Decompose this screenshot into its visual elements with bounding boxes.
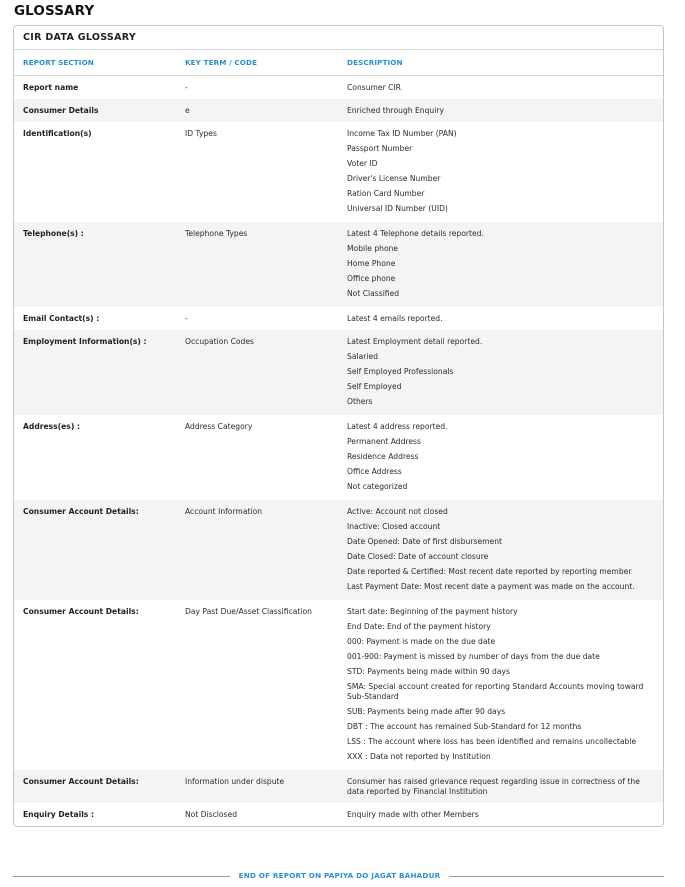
- description-line: LSS : The account where loss has been identified and remains uncollectable: [347, 737, 637, 746]
- column-header-description: DESCRIPTION: [347, 58, 403, 67]
- row-key-term: e: [185, 106, 190, 115]
- report-footer: [13, 871, 664, 880]
- description-line: Mobile phone: [347, 244, 399, 253]
- description-line: Not Classified: [347, 289, 400, 298]
- footer-text: END OF REPORT ON PAPIYA DO JAGAT BAHADUR: [238, 871, 441, 880]
- row-description: [347, 507, 659, 597]
- description-line: SMA: Special account created for reporting Standard Accounts moving toward Sub-Standard: [347, 682, 644, 701]
- row-description: [347, 810, 659, 825]
- description-line: Driver's License Number: [347, 174, 441, 183]
- row-key-term: Address Category: [185, 422, 253, 431]
- column-header-section: REPORT SECTION: [23, 58, 94, 67]
- row-key-term: Account Information: [185, 507, 263, 516]
- table-row: [14, 99, 663, 122]
- row-description: [347, 129, 659, 219]
- description-line: Date reported & Certified: Most recent date reported by reporting member: [347, 567, 632, 576]
- table-row: [14, 770, 663, 803]
- row-description: [347, 422, 659, 497]
- description-line: 001-900: Payment is missed by number of days from the due date: [347, 652, 600, 661]
- footer-divider-left: [13, 876, 230, 877]
- row-key-term: Telephone Types: [185, 229, 248, 238]
- row-section: Consumer Details: [23, 106, 99, 115]
- table-row: [14, 415, 663, 500]
- row-section: Employment Information(s) :: [23, 337, 147, 346]
- description-line: Universal ID Number (UID): [347, 204, 448, 213]
- description-line: Enriched through Enquiry: [347, 106, 444, 115]
- description-line: Last Payment Date: Most recent date a payment was made on the account.: [347, 582, 635, 591]
- description-line: XXX : Data not reported by Institution: [347, 752, 491, 761]
- footer-divider-right: [449, 876, 664, 877]
- description-line: Ration Card Number: [347, 189, 425, 198]
- column-headers: [14, 50, 663, 76]
- table-row: [14, 500, 663, 600]
- description-line: Self Employed: [347, 382, 402, 391]
- row-section: Enquiry Details :: [23, 810, 94, 819]
- description-line: Home Phone: [347, 259, 396, 268]
- description-line: STD: Payments being made within 90 days: [347, 667, 510, 676]
- row-section: Report name: [23, 83, 79, 92]
- description-line: End Date: End of the payment history: [347, 622, 491, 631]
- description-line: DBT : The account has remained Sub-Standard for 12 months: [347, 722, 582, 731]
- description-line: Latest 4 Telephone details reported.: [347, 229, 484, 238]
- row-section: Consumer Account Details:: [23, 607, 139, 616]
- description-line: Permanent Address: [347, 437, 421, 446]
- table-row: [14, 122, 663, 222]
- card-title: CIR DATA GLOSSARY: [23, 32, 137, 43]
- row-description: [347, 106, 659, 121]
- description-line: Start date: Beginning of the payment history: [347, 607, 518, 616]
- row-section: Address(es) :: [23, 422, 80, 431]
- row-section: Telephone(s) :: [23, 229, 84, 238]
- description-line: Date Opened: Date of first disbursement: [347, 537, 502, 546]
- table-row: [14, 76, 663, 99]
- row-key-term: -: [185, 83, 188, 92]
- description-line: Enquiry made with other Members: [347, 810, 479, 819]
- row-description: [347, 777, 659, 802]
- description-line: Inactive: Closed account: [347, 522, 441, 531]
- description-line: Date Closed: Date of account closure: [347, 552, 489, 561]
- page-title: GLOSSARY: [14, 3, 95, 19]
- row-key-term: -: [185, 314, 188, 323]
- description-line: SUB: Payments being made after 90 days: [347, 707, 506, 716]
- row-description: [347, 607, 659, 767]
- table-row: [14, 222, 663, 307]
- row-description: [347, 337, 659, 412]
- description-line: Consumer has raised grievance request regarding issue in correctness of the data reported by Financial Institution: [347, 777, 640, 796]
- row-key-term: Day Past Due/Asset Classification: [185, 607, 312, 616]
- description-line: Others: [347, 397, 373, 406]
- glossary-card: [13, 25, 664, 827]
- description-line: Office phone: [347, 274, 396, 283]
- row-section: Consumer Account Details:: [23, 777, 139, 786]
- description-line: Active: Account not closed: [347, 507, 448, 516]
- card-header: [14, 26, 663, 50]
- row-description: [347, 229, 659, 304]
- description-line: Consumer CIR: [347, 83, 401, 92]
- row-section: Email Contact(s) :: [23, 314, 100, 323]
- row-key-term: Occupation Codes: [185, 337, 254, 346]
- row-key-term: Information under dispute: [185, 777, 285, 786]
- row-description: [347, 83, 659, 98]
- description-line: Voter ID: [347, 159, 378, 168]
- row-description: [347, 314, 659, 329]
- glossary-rows: [14, 76, 663, 825]
- table-row: [14, 803, 663, 825]
- column-header-key: KEY TERM / CODE: [185, 58, 258, 67]
- description-line: Not categorized: [347, 482, 408, 491]
- description-line: 000: Payment is made on the due date: [347, 637, 496, 646]
- description-line: Latest Employment detail reported.: [347, 337, 483, 346]
- description-line: Income Tax ID Number (PAN): [347, 129, 457, 138]
- description-line: Self Employed Professionals: [347, 367, 454, 376]
- description-line: Latest 4 emails reported.: [347, 314, 443, 323]
- table-row: [14, 330, 663, 415]
- description-line: Office Address: [347, 467, 402, 476]
- description-line: Residence Address: [347, 452, 419, 461]
- table-row: [14, 600, 663, 770]
- description-line: Passport Number: [347, 144, 413, 153]
- row-section: Identification(s): [23, 129, 92, 138]
- row-key-term: Not Disclosed: [185, 810, 238, 819]
- table-row: [14, 307, 663, 330]
- row-key-term: ID Types: [185, 129, 217, 138]
- row-section: Consumer Account Details:: [23, 507, 139, 516]
- description-line: Salaried: [347, 352, 378, 361]
- description-line: Latest 4 address reported.: [347, 422, 448, 431]
